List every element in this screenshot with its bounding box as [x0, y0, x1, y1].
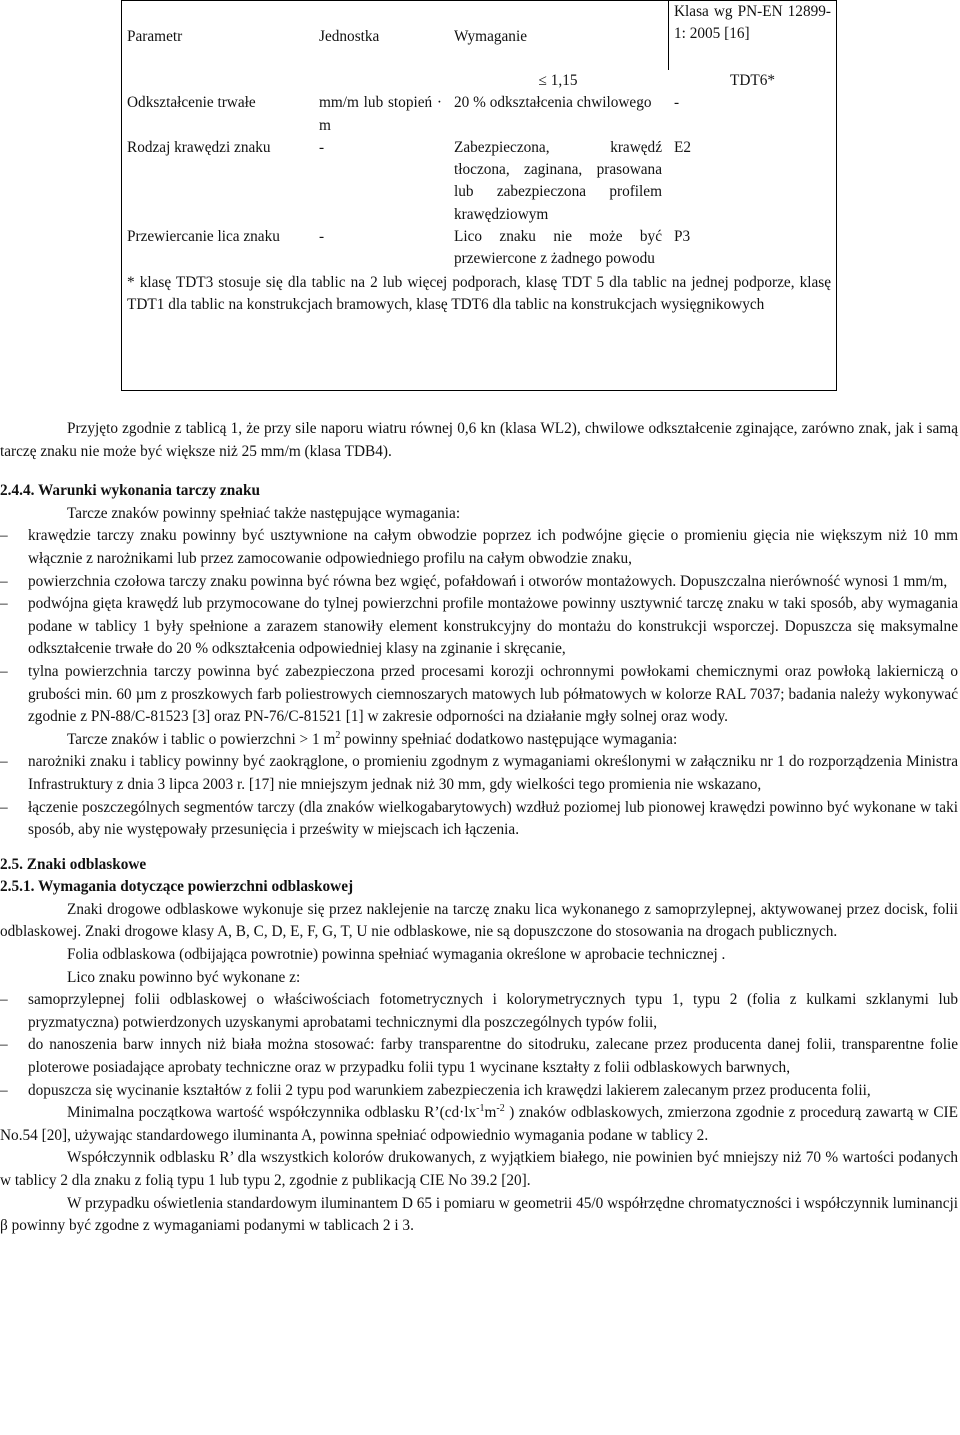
- req-cell: Lico znaku nie może być przewiercone z żadnego powodu: [454, 228, 662, 268]
- paragraph: Tarcze znaków i tablic o powierzchni > 1 $m^2$ powinny spełniać dodatkowo następujące wymagania:: [67, 729, 678, 748]
- section-heading-25: 2.5. Znaki odblaskowe: [0, 855, 147, 873]
- list-item: – do nanoszenia barw innych niż biała można stosować: farby transparentne do sitodruku, zalecane przez producenta danej folii, transparentne folie ploterowe posiadające aprobaty techniczne oraz w przypadku folii typu 1 wycinane kształty z folii odblaskowych barwnych,: [0, 1036, 958, 1077]
- list-item: – podwójna gięta krawędź lub przymocowane do tylnej powierzchni profile montażowe powinny usztywnić tarczę znaku w taki sposób, aby wymagania podane w tablicy 1 były spełnione a zarazem stanowiły element konstrukcyjny do montażu do konstrukcji wsporczej. Dopuszcza się maksymalne odkształcenie trwałe do 20 % odkształcenia odpowiedniej klasy na zginanie i skręcanie,: [0, 595, 958, 658]
- paragraph: Folia odblaskowa (odbijająca powrotnie) powinna spełniać wymagania określone w aprobacie technicznej .: [67, 946, 726, 964]
- dash-marker: –: [0, 527, 8, 545]
- dash-marker: –: [0, 662, 8, 680]
- param-cell: Przewiercanie lica znaku: [127, 228, 280, 246]
- paragraph: Współczynnik odblasku R’ dla wszystkich kolorów drukowanych, z wyjątkiem białego, nie powinien być mniejszy niż 70 % wartości podanych w tablicy 2 dla znaku z folią typu 1 lub typu 2, zgodnie z publikacją CIE No 39.2 [20].: [0, 1149, 958, 1189]
- unit-cell: -: [319, 228, 325, 246]
- body-text: [0, 418, 958, 1238]
- list-item: – powierzchnia czołowa tarczy znaku powinna być równa bez wgięć, pofałdowań i otworów montażowych. Dopuszczalna nierówność wynosi 1 mm/m,: [0, 571, 958, 594]
- class-cell: E2: [674, 138, 691, 156]
- param-cell: Rodzaj krawędzi znaku: [127, 138, 271, 156]
- list-item: – łączenie poszczególnych segmentów tarczy (dla znaków wielkogabarytowych) wzdłuż poziomej lub pionowej krawędzi powinno być wykonane w taki sposób, aby nie występowały przesunięcia i prześwity w miejscach ich łączenia.: [0, 798, 958, 839]
- req-cell: ≤ 1,15: [538, 72, 578, 89]
- table-footnote-row: [121, 271, 837, 317]
- table-footnote: * klasę TDT3 stosuje się dla tablic na 2 lub więcej podporach, klasę TDT 5 dla tablic na jednej podporze, klasę TDT1 dla tablic na konstrukcjach bramowych, klasę TDT6 dla tablic na konstrukcjach wysięgnikowych: [127, 273, 831, 313]
- header-wymaganie: Wymaganie: [454, 27, 527, 45]
- list-item: – tylna powierzchnia tarczy powinna być zabezpieczona przed procesami korozji ochronnymi powłokami chemicznymi oraz powłoką lakierniczą o grubości min. 60 µm z proszkowych farb poliestrowych ciemnoszarych matowych lub półmatowych w kolorze RAL 7037; badania należy wykonywać zgodnie z PN-88/C-81523 [3] oraz PN-76/C-81521 [1] w zakresie odporności na działanie mgły solnej oraz wody.: [0, 662, 958, 726]
- unit-cell: mm/m lub stopień · m: [319, 94, 442, 134]
- table-row: [121, 137, 837, 226]
- unit-cell: -: [319, 138, 325, 156]
- paragraph: Lico znaku powinno być wykonane z:: [67, 968, 301, 986]
- class-cell: -: [674, 94, 680, 112]
- section-heading-251: 2.5.1. Wymagania dotyczące powierzchni odblaskowej: [0, 878, 354, 896]
- table-header-row: [121, 0, 837, 70]
- dash-marker: –: [0, 595, 8, 613]
- list-item: – samoprzylepnej folii odblaskowej o właściwościach fotometrycznych i kolorymetrycznych typu 1, typu 2 (folia z kulkami szklanymi lub pryzmatyczna) potwierdzonych uzyskanymi aprobatami technicznymi dla poszczególnych typów folii,: [0, 991, 958, 1031]
- dash-marker: –: [0, 572, 8, 590]
- header-klasa: Klasa wg PN-EN 12899-1: 2005 [16]: [674, 3, 831, 43]
- header-parametr: Parametr: [127, 27, 183, 45]
- param-cell: Odkształcenie trwałe: [127, 94, 256, 112]
- header-jednostka: Jednostka: [319, 27, 380, 45]
- list-item: – narożniki znaku i tablicy powinny być zaokrąglone, o promieniu zgodnym z wymaganiami określonymi w załączniku nr 1 do rozporządzenia Ministra Infrastruktury z dnia 3 lipca 2003 r. [17] nie mniejszym jednak niż 30 mm, gdy wielkości tego promienia nie wskazano,: [0, 753, 958, 793]
- table-row: [121, 70, 837, 92]
- class-cell: TDT6*: [729, 72, 776, 89]
- class-cell: P3: [674, 228, 691, 246]
- dash-marker: –: [0, 1036, 8, 1054]
- dash-marker: –: [0, 753, 8, 771]
- requirements-table: [121, 0, 837, 316]
- section-heading-244: 2.4.4. Warunki wykonania tarczy znaku: [0, 482, 260, 500]
- table-row: [121, 226, 837, 271]
- dash-marker: –: [0, 798, 8, 816]
- paragraph: Tarcze znaków powinny spełniać także następujące wymagania:: [67, 504, 461, 522]
- dash-marker: –: [0, 1081, 8, 1099]
- paragraph: W przypadku oświetlenia standardowym iluminantem D 65 i pomiaru w geometrii 45/0 współrzędne chromatyczności i współczynnik luminancji β powinny być zgodne z wymaganiami podanymi w tablicach 2 i 3.: [0, 1194, 958, 1235]
- dash-marker: –: [0, 991, 8, 1009]
- list-item: – dopuszcza się wycinanie kształtów z folii 2 typu pod warunkiem zabezpieczenia ich krawędzi lakierem zalecanym przez producenta folii,: [0, 1080, 958, 1103]
- table-row: [121, 92, 837, 137]
- paragraph: Minimalna początkowa wartość współczynnika odblasku $R’(cd\cdot lx^{-1}m^{-2}$ ) znaków odblaskowych, zmierzona zgodnie z procedurą zawartą w CIE No.54 [20], używając standardowego iluminanta A, powinna spełniać odpowiednio wymagania podane w tablicy 2.: [0, 1103, 958, 1144]
- req-cell: 20 % odkształcenia chwilowego: [454, 94, 652, 112]
- req-cell: Zabezpieczona, krawędź tłoczona, zaginana, prasowana lub zabezpieczona profilem krawędziowym: [454, 138, 662, 223]
- paragraph: Znaki drogowe odblaskowe wykonuje się przez naklejenie na tarczę znaku lica wykonanego z samoprzylepnej, aktywowanej przez docisk, folii odblaskowej. Znaki drogowe klasy A, B, C, D, E, F, G, T, U nie odblaskowe, nie są dopuszczone do stosowania na drogach publicznych.: [0, 900, 958, 941]
- paragraph: Przyjęto zgodnie z tablicą 1, że przy sile naporu wiatru równej 0,6 kn (klasa WL2), chwilowe odkształcenie zginające, zarówno znak, jak i samą tarczę znaku nie może być większe niż 25 mm/m (klasa TDB4).: [0, 420, 958, 460]
- list-item: – krawędzie tarczy znaku powinny być usztywnione na całym obwodzie poprzez ich podwójne gięcie o promieniu gięcia nie większym niż 10 mm włącznie z narożnikami lub przez zamocowanie odpowiedniego profilu na całym obwodzie znaku,: [0, 527, 958, 567]
